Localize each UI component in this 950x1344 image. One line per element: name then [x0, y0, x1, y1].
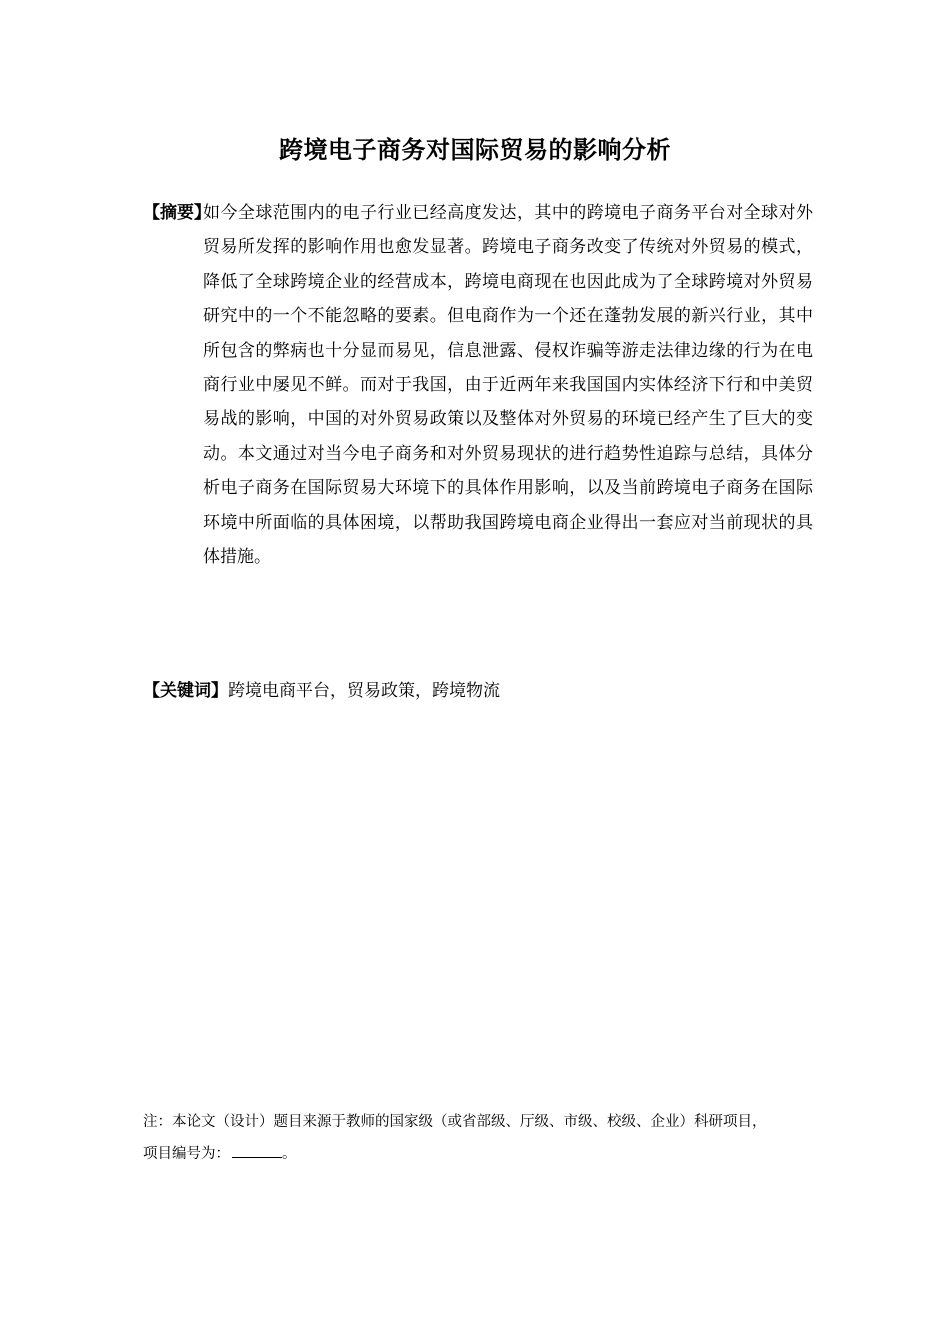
- abstract-section: [143, 196, 813, 574]
- keywords-label: 【关键词】: [143, 681, 228, 701]
- keywords-text: 跨境电商平台，贸易政策，跨境物流: [228, 681, 500, 701]
- keywords-section: [143, 674, 813, 708]
- footnote: [143, 1106, 823, 1170]
- project-number-label: 项目编号为：: [143, 1146, 230, 1162]
- footnote-end-mark: 。: [282, 1146, 297, 1162]
- footnote-line-1: 注：本论文（设计）题目来源于教师的国家级（或省部级、厅级、市级、校级、企业）科研项目，: [143, 1114, 767, 1130]
- project-number-blank: [232, 1142, 282, 1158]
- footnote-line-2: [143, 1138, 823, 1170]
- paper-title: 跨境电子商务对国际贸易的影响分析: [279, 136, 671, 164]
- abstract-body: 如今全球范围内的电子行业已经高度发达，其中的跨境电子商务平台对全球对外贸易所发挥的影响作用也愈发显著。跨境电子商务改变了传统对外贸易的模式，降低了全球跨境企业的经营成本，跨境电商现在也因此成为了全球跨境对外贸易研究中的一个不能忽略的要素。但电商作为一个还在蓬勃发展的新兴行业，其中所包含的弊病也十分显而易见，信息泄露、侵权诈骗等游走法律边缘的行为在电商行业中屡见不鲜。而对于我国，由于近两年来我国国内实体经济下行和中美贸易战的影响，中国的对外贸易政策以及整体对外贸易的环境已经产生了巨大的变动。本文通过对当今电子商务和对外贸易现状的进行趋势性追踪与总结，具体分析电子商务在国际贸易大环境下的具体作用影响，以及当前跨境电子商务在国际环境中所面临的具体困境，以帮助我国跨境电商企业得出一套应对当前现状的具体措施。: [203, 203, 813, 568]
- abstract-label: 【摘要】: [143, 203, 211, 223]
